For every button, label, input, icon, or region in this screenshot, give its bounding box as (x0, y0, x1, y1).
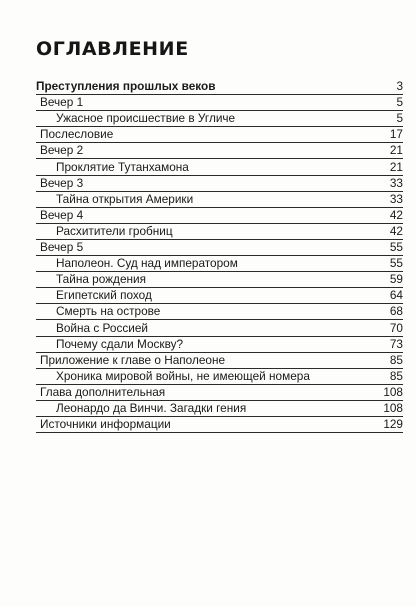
toc-entry-page: 42 (389, 223, 403, 238)
toc-entry-title: Почему сдали Москву? (56, 336, 184, 351)
toc-entry-title: Расхитители гробниц (56, 223, 173, 238)
toc-entry (36, 79, 403, 95)
toc-entry (36, 320, 403, 336)
toc-entry-page: 55 (389, 240, 403, 255)
toc-entry (36, 192, 403, 208)
toc-entry-title: Вечер 5 (40, 240, 84, 255)
toc-entry-title: Послесловие (40, 127, 114, 142)
toc-entry-page: 42 (389, 207, 403, 222)
toc-entry-title: Вечер 3 (40, 175, 84, 190)
toc-entry-page: 17 (389, 127, 403, 142)
toc-entry (36, 385, 403, 401)
toc-entry (36, 208, 403, 224)
toc-entry (36, 337, 403, 353)
toc-entry-page: 55 (389, 256, 403, 271)
toc-entry-title: Египетский поход (56, 288, 152, 303)
toc-entry-page: 21 (389, 159, 403, 174)
toc-entry (36, 224, 403, 240)
toc-entry-title: Тайна открытия Америки (56, 191, 194, 206)
toc-entry-title: Глава дополнительная (40, 384, 166, 399)
toc-entry-page: 64 (389, 288, 403, 303)
toc-entry-page: 5 (396, 95, 403, 110)
toc-entry (36, 143, 403, 159)
toc-entry-page: 85 (389, 368, 403, 383)
toc-entry (36, 369, 403, 385)
toc-entry-page: 70 (389, 320, 403, 335)
toc-entry-page: 85 (389, 352, 403, 367)
toc-entry-title: Вечер 2 (40, 143, 84, 158)
toc-entry-page: 21 (389, 143, 403, 158)
toc-entry-page: 5 (396, 111, 403, 126)
toc-entry-title: Война с Россией (56, 320, 148, 335)
toc-entry-title: Вечер 1 (40, 95, 84, 110)
toc-entry-title: Проклятие Тутанхамона (56, 159, 189, 174)
toc-entry-title: Преступления прошлых веков (36, 79, 216, 94)
toc-entry (36, 127, 403, 143)
toc-entry-title: Смерть на острове (56, 304, 161, 319)
toc-entry-title: Наполеон. Суд над императором (56, 256, 238, 271)
toc-entry-title: Ужасное происшествие в Угличе (56, 111, 236, 126)
toc-entry-page: 59 (389, 272, 403, 287)
toc-entry-page: 3 (396, 79, 403, 94)
toc-entry (36, 353, 403, 369)
toc-entry (36, 95, 403, 111)
toc-entry-title: Хроника мировой войны, не имеющей номера (56, 368, 310, 383)
toc-entry-title: Приложение к главе о Наполеоне (40, 352, 226, 367)
toc-entry-title: Леонардо да Винчи. Загадки гения (56, 400, 247, 415)
toc-entry (36, 240, 403, 256)
toc-entry-page: 33 (389, 191, 403, 206)
toc-entry (36, 288, 403, 304)
toc-entry-title: Вечер 4 (40, 207, 84, 222)
toc-entry (36, 304, 403, 320)
page-title: ОГЛАВЛЕНИЕ (36, 38, 189, 60)
toc-entry (36, 159, 403, 175)
toc-entry-page: 129 (383, 417, 403, 432)
toc-entry (36, 272, 403, 288)
table-of-contents (36, 79, 403, 433)
toc-entry-title: Источники информации (40, 417, 171, 432)
toc-entry (36, 176, 403, 192)
toc-entry (36, 111, 403, 127)
toc-entry (36, 401, 403, 417)
toc-entry (36, 256, 403, 272)
toc-entry-page: 33 (389, 175, 403, 190)
toc-entry-title: Тайна рождения (56, 272, 146, 287)
toc-entry-page: 108 (383, 384, 403, 399)
toc-entry-page: 68 (389, 304, 403, 319)
toc-entry-page: 73 (389, 336, 403, 351)
toc-entry (36, 417, 403, 433)
toc-entry-page: 108 (383, 400, 403, 415)
